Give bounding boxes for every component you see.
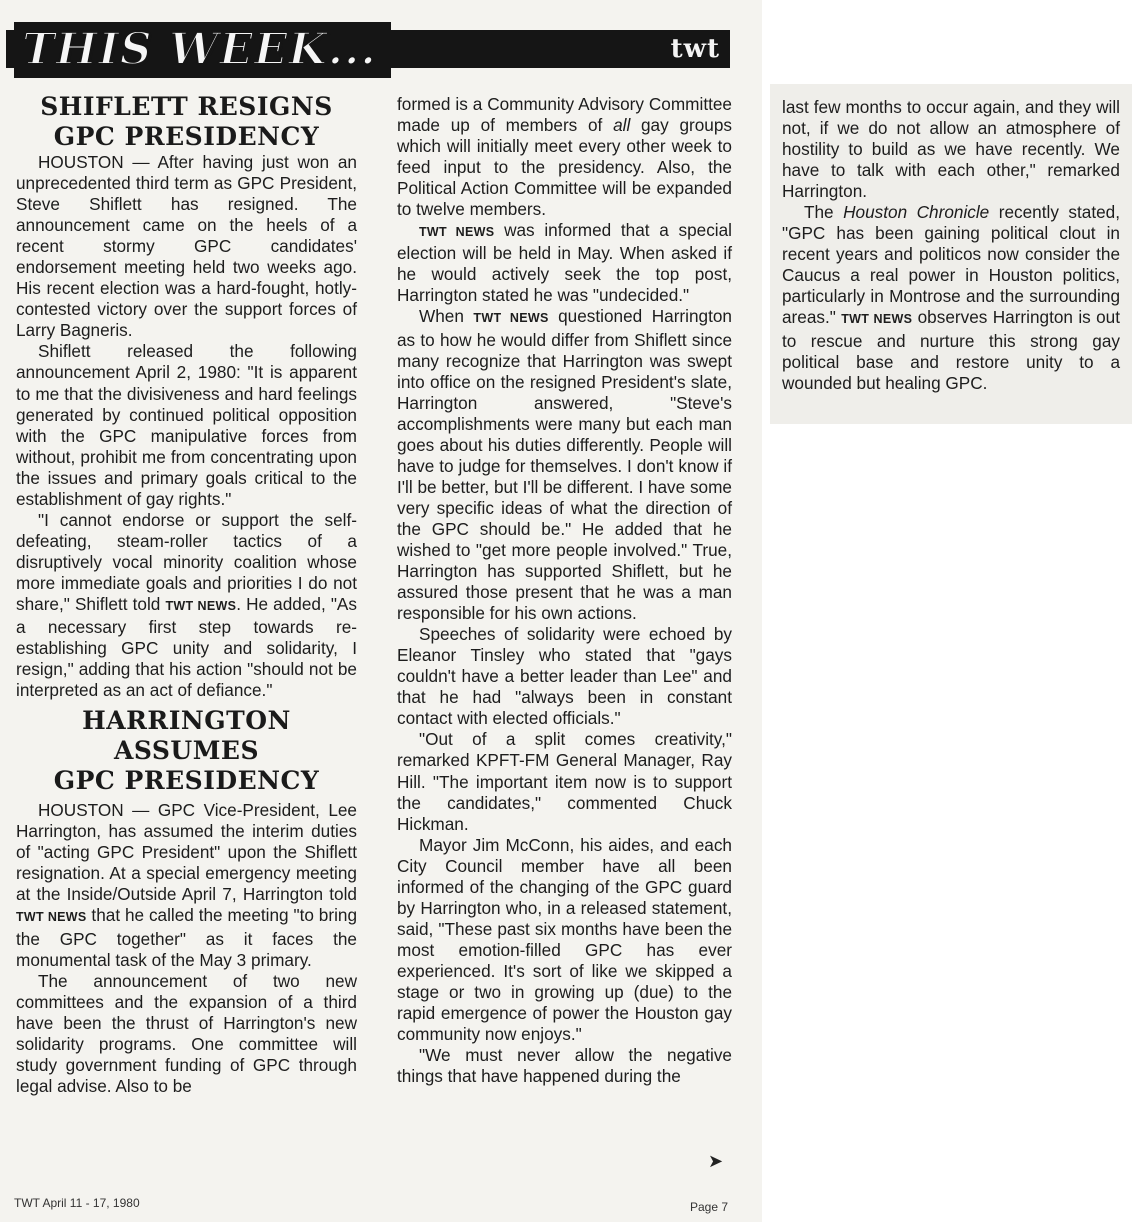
headline-line: ASSUMES <box>113 736 260 766</box>
column-two <box>397 94 732 1087</box>
paragraph: Speeches of solidarity were echoed by Eleanor Tinsley who stated that "gays couldn't have a better leader than Lee" and that he had "always been in constant contact with elected officials." <box>397 624 732 729</box>
paragraph: last few months to occur again, and they will not, if we do not allow an atmosphere of hostility to build as we have recently. We have to talk with each other," remarked Harrington. <box>782 97 1120 202</box>
publication-name: Houston Chronicle <box>843 202 990 223</box>
paragraph <box>16 800 357 970</box>
paragraph: HOUSTON — After having just won an unprecedented third term as GPC President, Steve Shiflett has resigned. The announcement came on the heels of a recent stormy GPC candidates' endorsement meeting held two weeks ago. His recent election was a hard-fought, hotly-contested victory over the support forces of Larry Bagneris. <box>16 152 357 341</box>
paragraph: "Out of a split comes creativity," remarked KPFT-FM General Manager, Ray Hill. "The important item now is to support the candidates," commented Chuck Hickman. <box>397 729 732 834</box>
column-three <box>782 97 1120 394</box>
twt-logo: twt <box>670 34 720 64</box>
twt-news-mark: TWT NEWS <box>419 225 495 240</box>
text-run: "I cannot endorse or support the self-defeating, steam-roller tactics of a disruptively vocal minority coalition whose more immediate goals and priorities I do not share," Shiflett told <box>16 509 357 614</box>
paragraph: "We must never allow the negative things that have happened during the <box>397 1045 732 1087</box>
headline-line: HARRINGTON <box>82 706 291 736</box>
column-one <box>16 92 357 1097</box>
text-run: The <box>804 202 834 223</box>
twt-news-mark: TWT NEWS <box>165 598 237 613</box>
banner-title: THIS WEEK... <box>14 22 391 78</box>
headline-line: GPC PRESIDENCY <box>53 766 320 796</box>
paragraph <box>782 202 1120 393</box>
headline-line: GPC PRESIDENCY <box>53 122 320 151</box>
text-run: was informed that a special election will be held in May. When asked if he would actively seek the top post, Harrington stated he was "undecided." <box>397 220 732 306</box>
continue-arrow: ➤ <box>708 1151 724 1171</box>
text-run: gay groups which will initially meet every other week to feed input to the presidency. Also, the Political Action Committee will be expanded to twelve members. <box>397 115 732 220</box>
text-run: HOUSTON — GPC Vice-President, Lee Harrington, has assumed the interim duties of "acting GPC President" upon the Shiflett resignation. At a special emergency meeting at the Inside/Outside April 7, Harrington told <box>16 800 357 905</box>
emphasis: all <box>613 115 631 136</box>
text-run: formed is a Community Advisory Committee made up of members of <box>397 94 732 136</box>
paragraph <box>16 510 357 701</box>
twt-news-mark: TWT NEWS <box>16 910 87 925</box>
footer-issue-date: TWT April 11 - 17, 1980 <box>14 1196 140 1210</box>
text-run: . He added, "As a necessary first step towards re-establishing GPC unity and solidarity, I resign," adding that his action "should not be interpreted as an act of defiance." <box>16 593 357 701</box>
text-run: observes Harrington is out to rescue and nurture this strong gay political base and restore unity to a wounded but healing GPC. <box>782 307 1120 393</box>
twt-news-mark: TWT NEWS <box>473 311 549 326</box>
this-week-banner <box>6 22 730 78</box>
paragraph <box>397 220 732 306</box>
text-run: questioned Harrington as to how he would differ from Shiflett since many recognize that Harrington was swept into office on the resigned President's slate, Harrington answered, "Steve's accomplishments were many but each man goes about his duties differently. People will have to judge for themselves. I don't know if I'll be better, but I'll be different. I have some very specific ideas of what the direction of the GPC should be." He added that he wished to "get more people involved." True, Harrington has supported Shiflett, but he assured those present that he was a man responsible for his own actions. <box>397 306 732 624</box>
paragraph: Mayor Jim McConn, his aides, and each City Council member have all been informed of the changing of the GPC guard by Harrington who, in a released statement, said, "These past six months have been the most emotion-filled GPC has ever experienced. It's sort of like we skipped a stage or two in growing up (due) to the rapid emergence of power the Houston gay community now enjoys." <box>397 834 732 1045</box>
headline-line: SHIFLETT RESIGNS <box>40 92 333 121</box>
twt-news-mark: TWT NEWS <box>841 312 913 327</box>
paragraph: Shiflett released the following announcement April 2, 1980: "It is apparent to me that the divisiveness and hard feelings generated by continued political opposition with the GPC manipulative forces from without, prohibit me from concentrating upon the issues and primary goals critical to the establishment of gay rights." <box>16 341 357 509</box>
headline-harrington <box>16 706 357 796</box>
text-run: recently stated, "GPC has been gaining political clout in recent years and politicos now consider the Caucus a real power in Houston politics, particularly in Montrose and the surrounding areas." <box>782 202 1120 328</box>
paragraph <box>397 306 732 624</box>
paragraph: The announcement of two new committees and the expansion of a third have been the thrust of Harrington's new solidarity programs. One committee will study government funding of GPC through legal advise. Also to be <box>16 970 357 1096</box>
text-run: When <box>419 306 464 327</box>
paragraph <box>397 94 732 220</box>
headline-shiflett <box>16 92 357 152</box>
footer-page-number: Page 7 <box>690 1200 729 1214</box>
text-run: that he called the meeting "to bring the GPC together" as it faces the monumental task of the May 3 primary. <box>16 905 357 970</box>
